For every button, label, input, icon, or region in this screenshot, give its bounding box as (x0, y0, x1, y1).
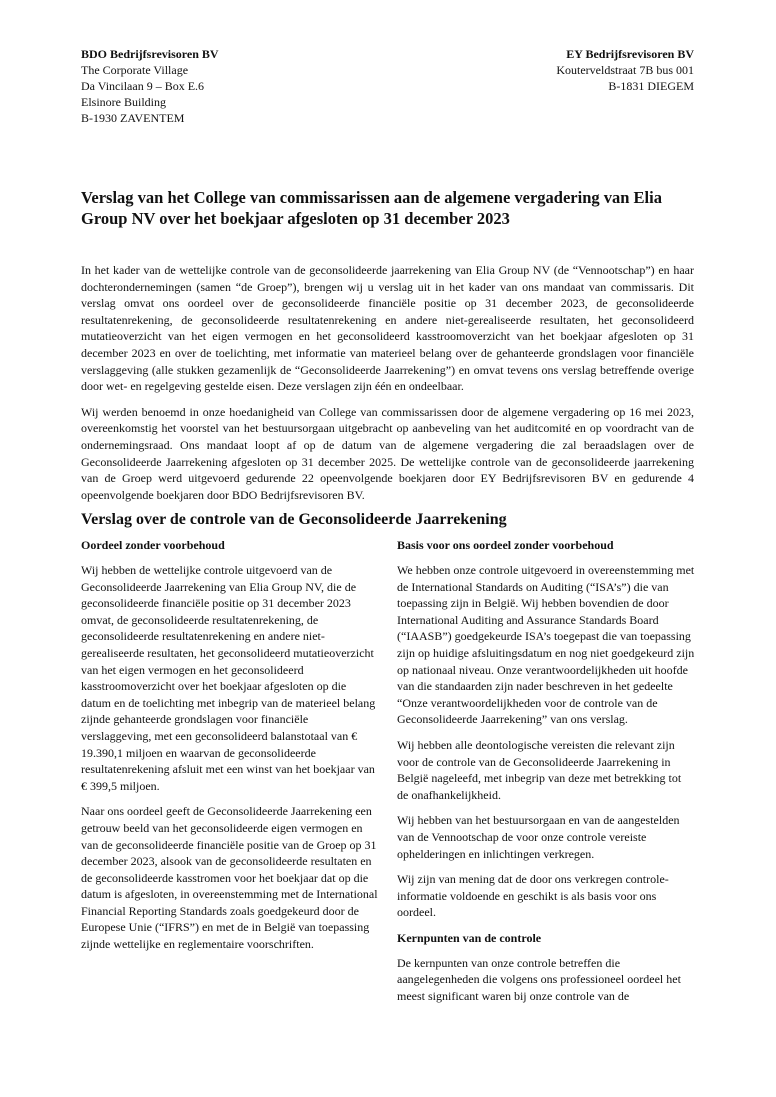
address-line: B-1831 DIEGEM (608, 79, 694, 93)
intro-paragraph: Wij werden benoemd in onze hoedanigheid van College van commissarissen door de algemene vergadering op 16 mei 2023, overeenkomstig het voorstel van het bestuursorgaan uitgebracht op aanbeveling van het auditcomité en op voordracht van de ondernemingsraad. Ons mandaat loopt af op de datum van de algemene vergadering die zal beraadslagen over de Geconsolideerde Jaarrekening afgesloten op 31 december 2025. De wettelijke controle van de geconsolideerde jaarrekening van de Groep werd uitgevoerd gedurende 22 opeenvolgende boekjaren door EY Bedrijfsrevisoren BV en gedurende 4 opeenvolgende boekjaren door BDO Bedrijfsrevisoren BV. (81, 404, 694, 502)
basis-paragraph: Wij hebben alle deontologische vereisten die relevant zijn voor de controle van de Geconsolideerde Jaarrekening in België nageleefd, met inbegrip van deze met betrekking tot de onafhankelijkheid. (397, 737, 682, 802)
firm-name-bdo: BDO Bedrijfsrevisoren BV (81, 47, 219, 61)
basis-column (397, 537, 695, 1014)
intro-section (81, 262, 694, 512)
intro-paragraph: In het kader van de wettelijke controle van de geconsolideerde jaarrekening van Elia Group NV (de “Vennootschap”) en haar dochterondernemingen (samen “de Groep”), brengen wij u verslag uit in het kader van ons mandaat van commissaris. Dit verslag omvat ons oordeel over de geconsolideerde financiële positie op 31 december 2023, de geconsolideerde resultatenrekening, de geconsolideerde resultatenrekening en andere niet-gerealiseerde resultaten, het geconsolideerd mutatieoverzicht van het eigen vermogen en het geconsolideerd kasstroomoverzicht van het boekjaar afgesloten op 31 december 2023 en over de toelichting, met informatie van materieel belang over de gehanteerde grondslagen voor financiële verslaggeving (alle stukken gezamenlijk de “Geconsolideerde Jaarrekening”) en omvat tevens ons verslag betreffende overige door wet- en regelgeving gestelde eisen. Deze verslagen zijn één en ondeelbaar. (81, 263, 694, 394)
basis-heading: Basis voor ons oordeel zonder voorbehoud (397, 538, 614, 552)
basis-paragraph: Wij zijn van mening dat de door ons verkregen controle-informatie voldoende en geschikt is als basis voor ons oordeel. (397, 872, 669, 920)
opinion-paragraph: Naar ons oordeel geeft de Geconsolideerde Jaarrekening een getrouw beeld van het geconsolideerde eigen vermogen en van de geconsolideerde financiële positie van de Groep op 31 december 2023, alsook van de geconsolideerde resultaten en de geconsolideerde kasstromen voor het boekjaar dat op die datum is afgesloten, in overeenstemming met de International Financial Reporting Standards zoals goedgekeurd door de Europese Unie (“IFRS”) en met de in België van toepassing zijnde wettelijke en reglementaire voorschriften. (81, 804, 378, 952)
address-line: B-1930 ZAVENTEM (81, 111, 185, 125)
section-title: Verslag over de controle van de Geconsolideerde Jaarrekening (81, 511, 507, 528)
auditor-address-ey (556, 46, 694, 94)
basis-paragraph: We hebben onze controle uitgevoerd in overeenstemming met de International Standards on Auditing (“ISA’s”) die van toepassing zijn in België. Wij hebben bovendien de door International Auditing and Assurance Standards Board (“IAASB”) goedgekeurde ISA’s toegepast die van toepassing zijn op huidige afsluitingsdatum en nog niet goedgekeurd zijn op nationaal niveau. Onze verantwoordelijkheden uit hoofde van die standaarden zijn nader beschreven in het gedeelte “Onze verantwoordelijkheden voor de controle van de Geconsolideerde Jaarrekening” van ons verslag. (397, 563, 695, 727)
key-audit-matters-paragraph: De kernpunten van onze controle betreffen die aangelegenheden die volgens ons professioneel oordeel het meest significant waren bij onze controle van de (397, 955, 681, 1004)
report-title: Verslag van het College van commissarissen aan de algemene vergadering van Elia Group NV over het boekjaar afgesloten op 31 december 2023 (81, 188, 662, 228)
opinion-paragraph: Wij hebben de wettelijke controle uitgevoerd van de Geconsolideerde Jaarrekening van Elia Group NV, die de geconsolideerde financiële positie op 31 december 2023 omvat, de geconsolideerde resultatenrekening, de geconsolideerde resultatenrekening en andere niet-gerealiseerde resultaten, het geconsolideerd mutatieoverzicht van het eigen vermogen en het geconsolideerd kasstroomoverzicht over het boekjaar afgesloten op die datum en de toelichting met inbegrip van de materieel belang zijnde gehanteerde grondslagen voor financiële verslaggeving, met een geconsolideerd balanstotaal van € 19.390,1 miljoen en waarvan de geconsolideerde resultatenrekening afsluit met een winst van het boekjaar van € 399,5 miljoen. (81, 563, 376, 793)
opinion-column (81, 537, 379, 962)
address-line: Kouterveldstraat 7B bus 001 (556, 63, 694, 77)
basis-paragraph: Wij hebben van het bestuursorgaan en van de aangestelden van de Vennootschap de voor onze controle vereiste ophelderingen en inlichtingen verkregen. (397, 813, 680, 861)
firm-name-ey: EY Bedrijfsrevisoren BV (566, 47, 694, 61)
auditor-address-bdo (81, 46, 219, 126)
key-audit-matters-heading: Kernpunten van de controle (397, 930, 542, 945)
address-line: Elsinore Building (81, 95, 166, 109)
address-line: The Corporate Village (81, 63, 189, 77)
opinion-heading: Oordeel zonder voorbehoud (81, 538, 225, 552)
address-line: Da Vincilaan 9 – Box E.6 (81, 79, 205, 93)
